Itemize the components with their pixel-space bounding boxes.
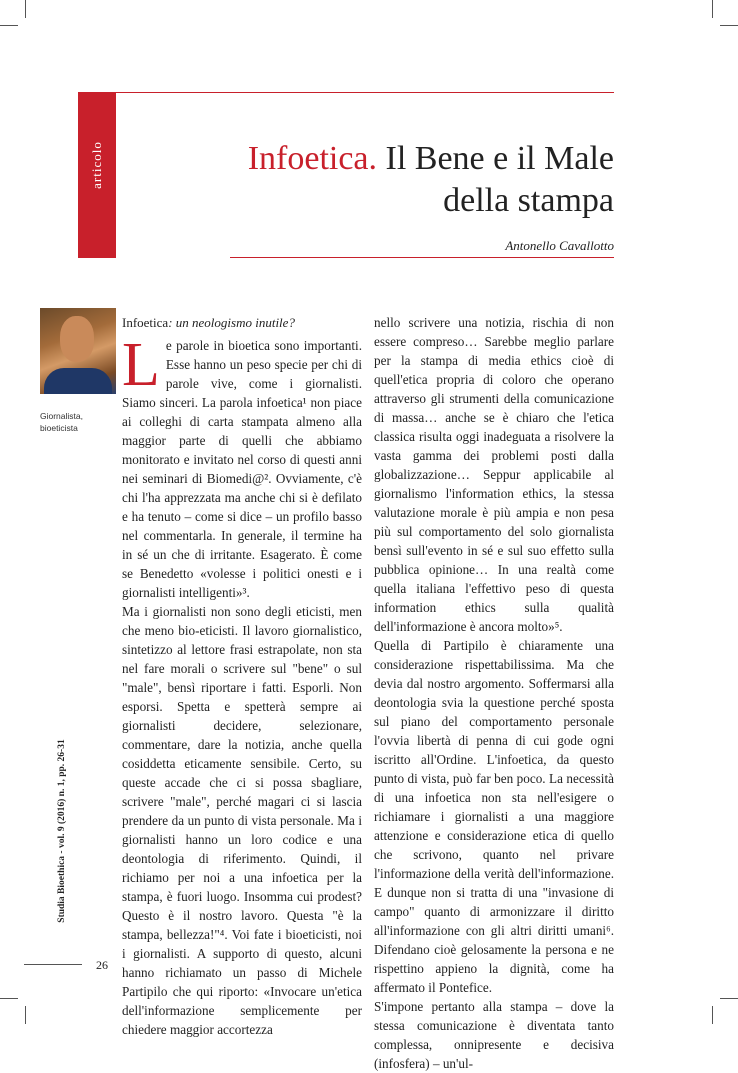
crop-mark <box>720 998 738 999</box>
section-label-wrap <box>78 92 116 258</box>
paragraph: S'impone pertanto alla stampa – dove la stessa comunicazione è diventata tanto complessa, onnipresente e decisiva (infosfera) – un'ul- <box>374 999 614 1071</box>
title-rest: Il Bene e il Male <box>377 140 614 177</box>
crop-mark <box>712 1006 713 1024</box>
crop-mark <box>0 25 18 26</box>
journal-reference: Studia Bioethica - vol. 9 (2016) n. 1, pp. 26-31 <box>57 739 67 923</box>
crop-mark <box>0 998 18 999</box>
top-rule <box>116 92 614 93</box>
crop-mark <box>25 0 26 18</box>
paragraph: nello scrivere una notizia, rischia di non essere compreso… Sarebbe meglio parlare per la stampa di media ethics cioè di quell'etica propria di coloro che operano attraverso gli strumenti della comunicazione di massa… anche se è chiaro che l'etica classica risulta oggi inadeguata a risolvere la vasta gamma dei problemi posti dalla globalizzazione… Seppur applicabile al giornalismo l'information ethics, la stessa valutazione morale è più ampia e non pesa più sul comportamento del solo giornalista bensì sull'evento in sé e sul suo effetto sulla pubblica opinione… In una realtà come quella italiana l'effettivo peso di questa information ethics sulla qualità dell'informazione è ancora molto»⁵. <box>374 315 614 634</box>
author-rule <box>230 257 614 258</box>
photo-shirt <box>44 368 112 394</box>
author-photo <box>40 308 116 394</box>
author-name: Antonello Cavallotto <box>505 238 614 253</box>
section-label: articolo <box>89 141 104 189</box>
spine-wrap <box>55 733 69 933</box>
paragraph-text: e parole in bioetica sono importanti. Esse hanno un peso specie per chi di parole vive, come i giornalisti. Siamo sinceri. La parola infoetica¹ non piace ai colleghi di carta stampata almeno alla maggior parte di quelli che abbiamo monitorato e invitato nel corso di questi anni nei seminari di Biomedi@². Ovviamente, c'è chi l'ha apprezzata ma anche chi si è defilato e ha tenuto – come si dice – un profilo basso nel commentarla. In generale, il termine ha in sé un che di irritante. Esagerato. È come se Benedetto «volesse i politici onesti e i giornalisti intelligenti»³. <box>122 338 362 600</box>
subheading <box>122 313 362 332</box>
photo-caption <box>40 410 120 434</box>
column-left <box>122 313 362 1039</box>
article-title <box>248 138 614 222</box>
caption-line: bioeticista <box>40 423 78 433</box>
section-tab <box>78 92 116 258</box>
subhead-term: Infoetica <box>122 315 169 330</box>
subhead-question: : un neologismo inutile? <box>168 315 295 330</box>
drop-cap: L <box>122 331 160 399</box>
page-number: 26 <box>96 958 108 972</box>
crop-mark <box>712 0 713 18</box>
paragraph: Ma i giornalisti non sono degli eticisti, men che meno bio-eticisti. Il lavoro giornalistico, sintetizzo al lettore frasi estrapolate, non sta nel fare morali o scrivere sul "bene" o sul "male", bensì riportare i fatti. Esporli. Non esporsi. Spetta e spetterà sempre ai giornalisti decidere, selezionare, commentare, dare la notizia, anche quella cosiddetta eticamente sensibile. Certo, su queste accade che ci si possa sbagliare, scrivere "male", perché magari ci si lascia prendere da un punto di vista personale. Ma i giornalisti hanno un loro codice e una deontologia di riferimento. Quindi, il richiamo per noi a una infoetica per la stampa, è fuori luogo. Insomma cui prodest? Questo è il nostro lavoro. Questa "è la stampa, bellezza!"⁴. Voi fate i bioeticisti, noi i giornalisti. A supporto di questo, alcuni hanno richiamato un passo di Michele Partipilo che qui riporto: «Invocare un'etica dell'informazione semplicemente per chiedere maggior accortezza <box>122 604 362 1037</box>
caption-line: Giornalista, <box>40 411 83 421</box>
crop-mark <box>720 25 738 26</box>
title-accent: Infoetica. <box>247 140 378 177</box>
title-line2: della stampa <box>443 182 614 219</box>
paragraph <box>122 331 362 602</box>
paragraph: Quella di Partipilo è chiaramente una considerazione rispettabilissima. Ma che devia dal nostro argomento. Soffermarsi alla deontologia svia la questione perché sposta sul piano del comportamento personale l'ovvia libertà di penna di cui gode ogni iscritto all'Ordine. L'infoetica, da questo punto di vista, può far ben poco. La necessità di una infoetica non sta nell'esigere o richiamare i giornalisti a una maggiore attenzione e considerazione etica di quello che scrivono, quanto nel privare l'informazione della verità dell'informazione. E dunque non si tratta di una "invasione di campo" quanto di armonizzare il diritto all'informazione con gli altri diritti umani⁶. Difendano cioè gelosamente la persona e ne rispettino appieno la dignità, come ha affermato il Pontefice. <box>374 638 614 995</box>
footer-rule <box>24 964 82 965</box>
photo-face <box>60 316 94 362</box>
crop-mark <box>25 1006 26 1024</box>
column-right <box>374 313 614 1073</box>
